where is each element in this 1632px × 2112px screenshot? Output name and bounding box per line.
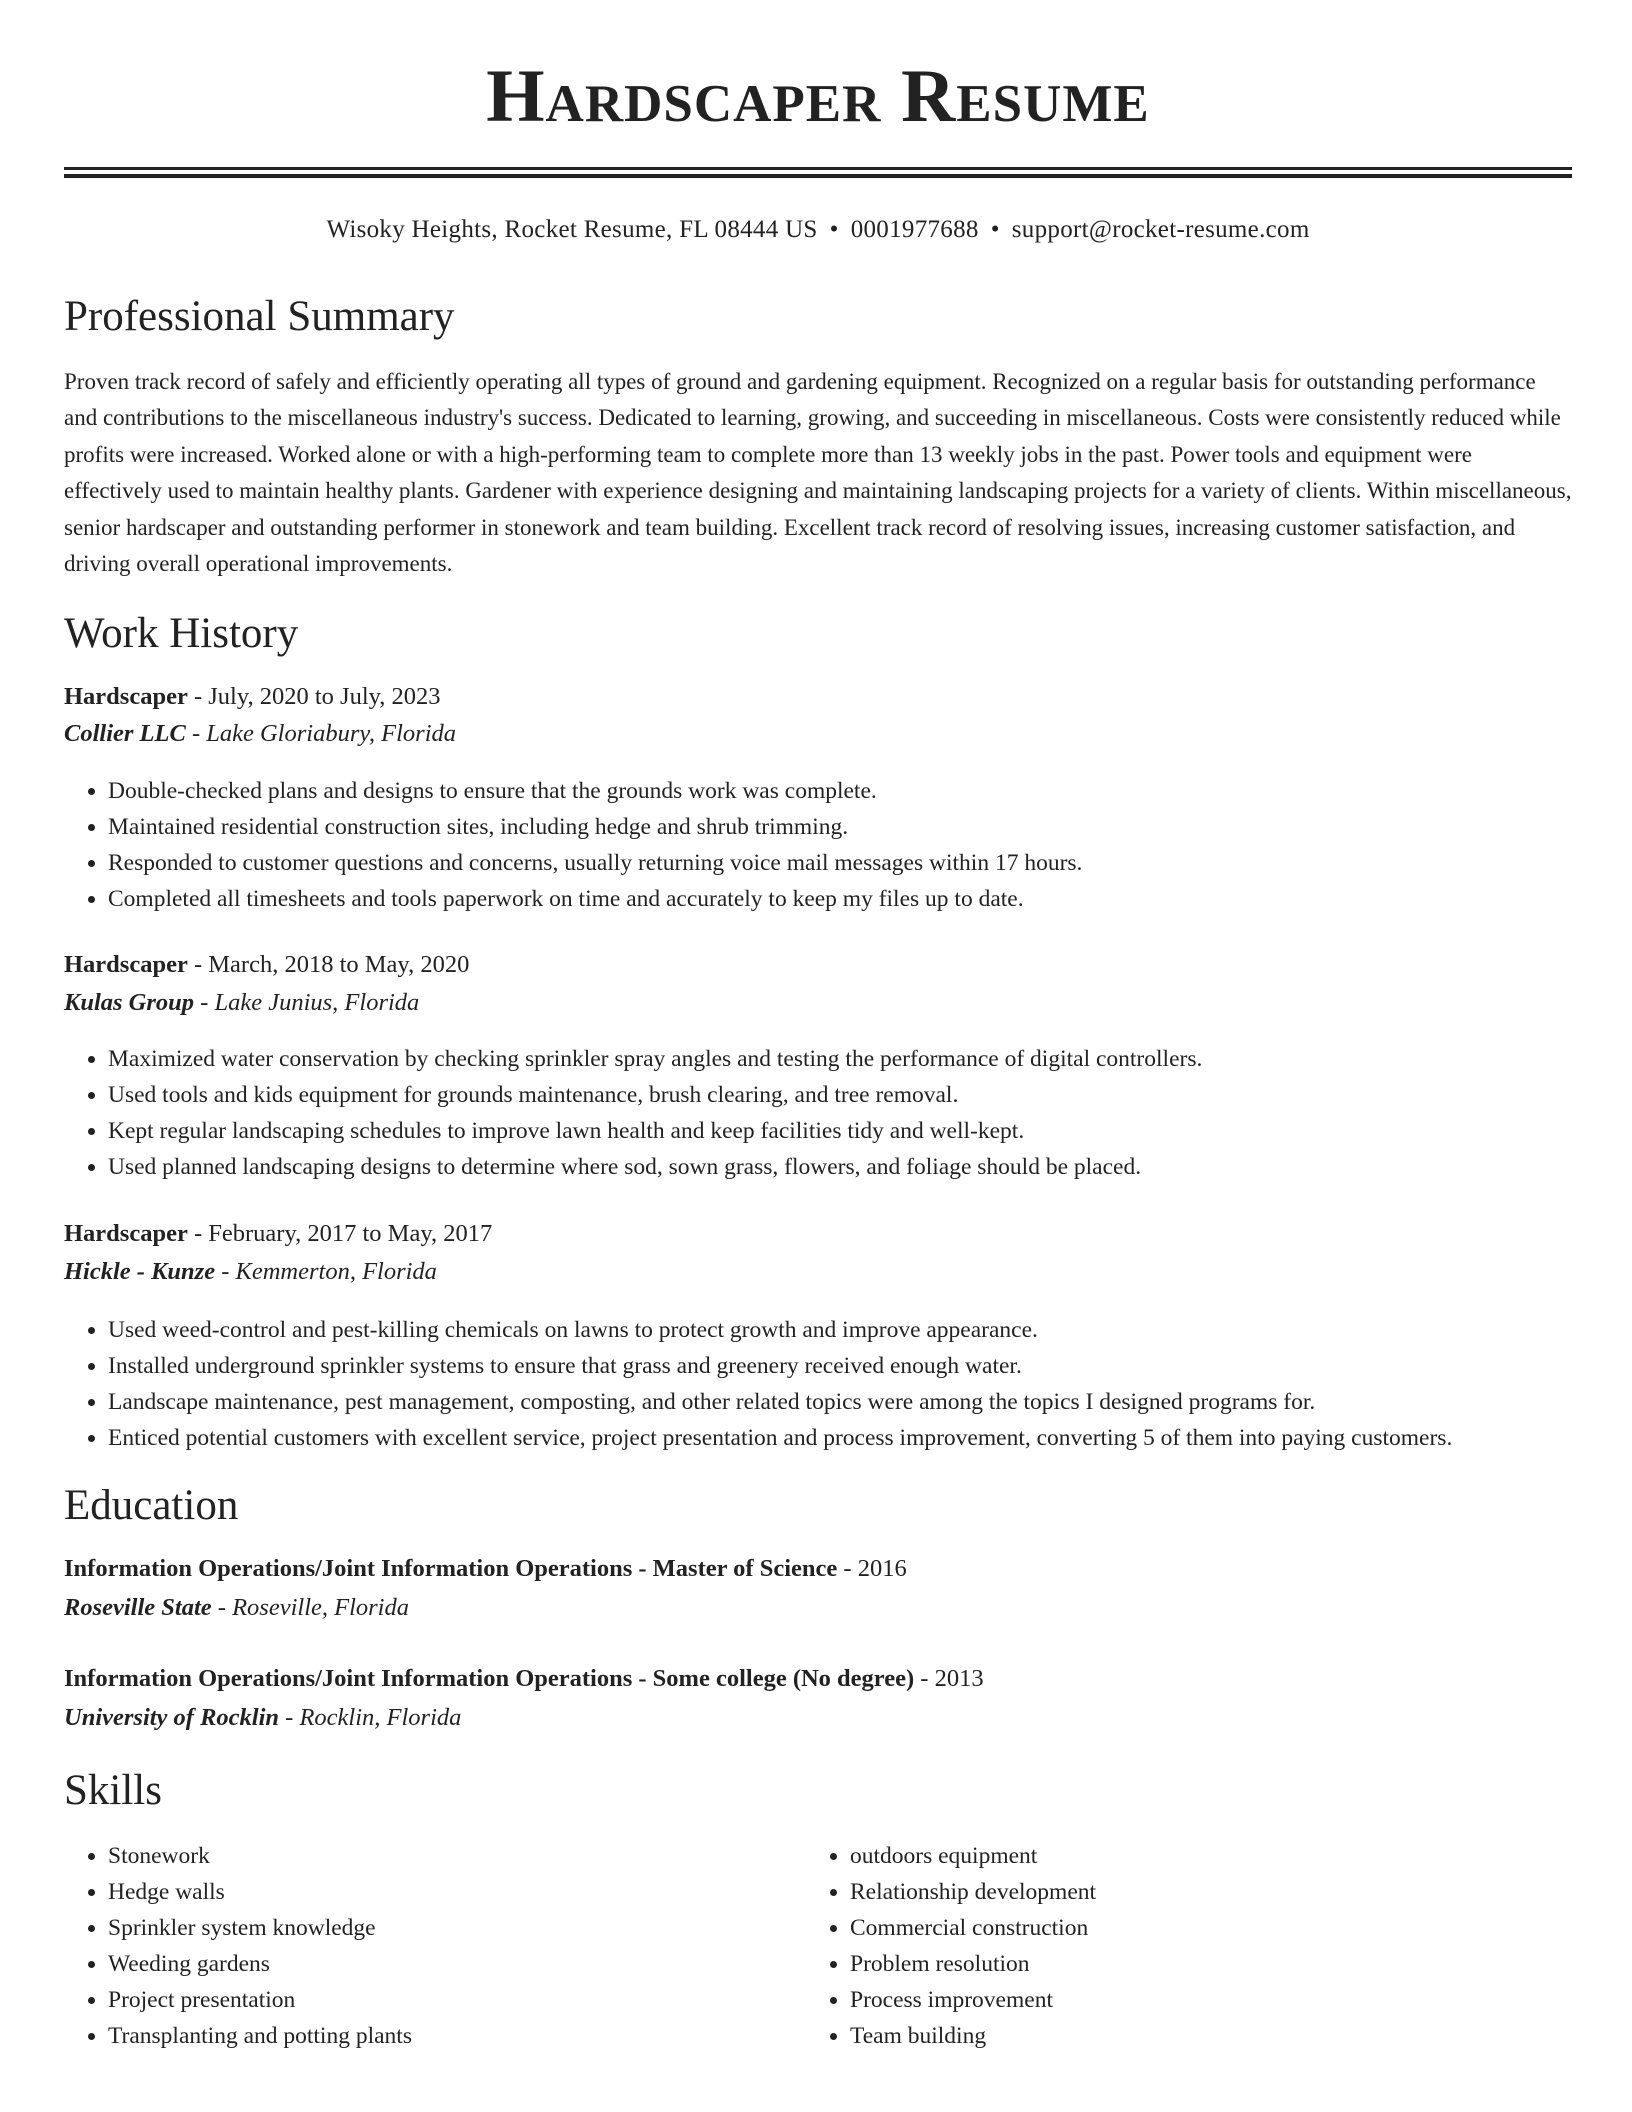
education-degree-line xyxy=(64,1553,907,1585)
skill-item: • Transplanting and potting plants xyxy=(108,2018,808,2054)
skill-item: • Commercial construction xyxy=(850,1910,1550,1946)
contact-email[interactable]: support@rocket-resume.com xyxy=(1011,216,1310,243)
job-title-line xyxy=(64,681,441,713)
company-line xyxy=(64,718,456,750)
job-dates: - March, 2018 to May, 2020 xyxy=(187,951,470,978)
list-item: • Double-checked plans and designs to ensure that the grounds work was complete. xyxy=(108,773,1572,809)
company-location: - Kemmerton, Florida xyxy=(215,1258,437,1285)
school-line xyxy=(64,1592,409,1624)
skill-item: • Project presentation xyxy=(108,1982,808,2018)
education-heading: Education xyxy=(64,1482,239,1529)
list-item: • Installed underground sprinkler systems to ensure that grass and greenery received enough water. xyxy=(108,1348,1572,1384)
skill-item: • Team building xyxy=(850,2018,1550,2054)
list-item: • Maintained residential construction sites, including hedge and shrub trimming. xyxy=(108,809,1572,845)
school-line xyxy=(64,1702,461,1734)
skills-list-right xyxy=(806,1838,1550,2054)
job-dates: - July, 2020 to July, 2023 xyxy=(187,683,441,710)
list-item: • Used planned landscaping designs to determine where sod, sown grass, flowers, and foliage should be placed. xyxy=(108,1149,1572,1185)
skill-item: • Weeding gardens xyxy=(108,1946,808,1982)
list-item: • Completed all timesheets and tools paperwork on time and accurately to keep my files up to date. xyxy=(108,881,1572,917)
resume-title: Hardscaper Resume xyxy=(486,55,1150,138)
list-item: • Landscape maintenance, pest management, composting, and other related topics were among the topics I designed programs for. xyxy=(108,1384,1572,1420)
work-history-heading: Work History xyxy=(64,610,299,657)
summary-heading: Professional Summary xyxy=(64,293,455,340)
list-item: • Responded to customer questions and concerns, usually returning voice mail messages within 17 hours. xyxy=(108,845,1572,881)
job-bullets xyxy=(64,1312,1572,1456)
skills-heading: Skills xyxy=(64,1767,162,1814)
degree-year: - 2013 xyxy=(914,1665,984,1692)
job-title: Hardscaper xyxy=(64,683,188,710)
company-location: - Lake Gloriabury, Florida xyxy=(185,720,456,747)
company-name: Hickle - Kunze xyxy=(64,1258,216,1285)
job-title-line xyxy=(64,949,469,981)
contact-address: Wisoky Heights, Rocket Resume, FL 08444 US xyxy=(326,216,818,243)
skill-item: • Sprinkler system knowledge xyxy=(108,1910,808,1946)
list-item: • Enticed potential customers with excellent service, project presentation and process improvement, converting 5 of them into paying customers. xyxy=(108,1420,1572,1456)
contact-line xyxy=(64,214,1572,246)
list-item: • Used weed-control and pest-killing chemicals on lawns to protect growth and improve appearance. xyxy=(108,1312,1572,1348)
company-location: - Lake Junius, Florida xyxy=(194,989,420,1016)
degree: Information Operations/Joint Information Operations - Some college (No degree) xyxy=(64,1665,915,1692)
job-title: Hardscaper xyxy=(64,1220,188,1247)
list-item: • Kept regular landscaping schedules to improve lawn health and keep facilities tidy and well-kept. xyxy=(108,1113,1572,1149)
skill-item: • Hedge walls xyxy=(108,1874,808,1910)
company-name: Collier LLC xyxy=(64,720,186,747)
contact-phone: 0001977688 xyxy=(850,216,979,243)
job-dates: - February, 2017 to May, 2017 xyxy=(187,1220,493,1247)
summary-text: Proven track record of safely and efficiently operating all types of ground and gardening equipment. Recognized on a regular basis for outstanding performance and contributions to the miscellaneous industry's success. Dedicated to learning, growing, and succeeding in miscellaneous. Costs were consistently reduced while profits were increased. Worked alone or with a high-performing team to complete more than 13 weekly jobs in the past. Power tools and equipment were effectively used to maintain healthy plants. Gardener with experience designing and maintaining landscaping projects for a variety of clients. Within miscellaneous, senior hardscaper and outstanding performer in stonework and team building. Excellent track record of resolving issues, increasing customer satisfaction, and driving overall operational improvements. xyxy=(64,369,1572,577)
school-location: - Roseville, Florida xyxy=(211,1594,409,1621)
job-title: Hardscaper xyxy=(64,951,188,978)
school-name: University of Rocklin xyxy=(64,1704,280,1731)
job-title-line xyxy=(64,1218,492,1250)
resume-page xyxy=(64,0,1572,2049)
school-location: - Rocklin, Florida xyxy=(279,1704,462,1731)
degree-year: - 2016 xyxy=(837,1555,907,1582)
skills-list-left xyxy=(64,1838,808,2054)
skill-item: • outdoors equipment xyxy=(850,1838,1550,1874)
job-bullets xyxy=(64,1041,1572,1185)
company-line xyxy=(64,1256,437,1288)
list-item: • Used tools and kids equipment for grounds maintenance, brush clearing, and tree removal. xyxy=(108,1077,1572,1113)
contact-separator: • xyxy=(829,216,839,243)
skill-item: • Process improvement xyxy=(850,1982,1550,2018)
company-name: Kulas Group xyxy=(64,989,195,1016)
school-name: Roseville State xyxy=(64,1594,212,1621)
contact-separator: • xyxy=(990,216,1000,243)
skill-item: • Stonework xyxy=(108,1838,808,1874)
company-line xyxy=(64,987,419,1019)
skill-item: • Problem resolution xyxy=(850,1946,1550,1982)
job-bullets xyxy=(64,773,1572,917)
education-degree-line xyxy=(64,1663,984,1695)
degree: Information Operations/Joint Information Operations - Master of Science xyxy=(64,1555,838,1582)
title-divider xyxy=(64,167,1572,178)
skill-item: • Relationship development xyxy=(850,1874,1550,1910)
list-item: • Maximized water conservation by checking sprinkler spray angles and testing the performance of digital controllers. xyxy=(108,1041,1572,1077)
